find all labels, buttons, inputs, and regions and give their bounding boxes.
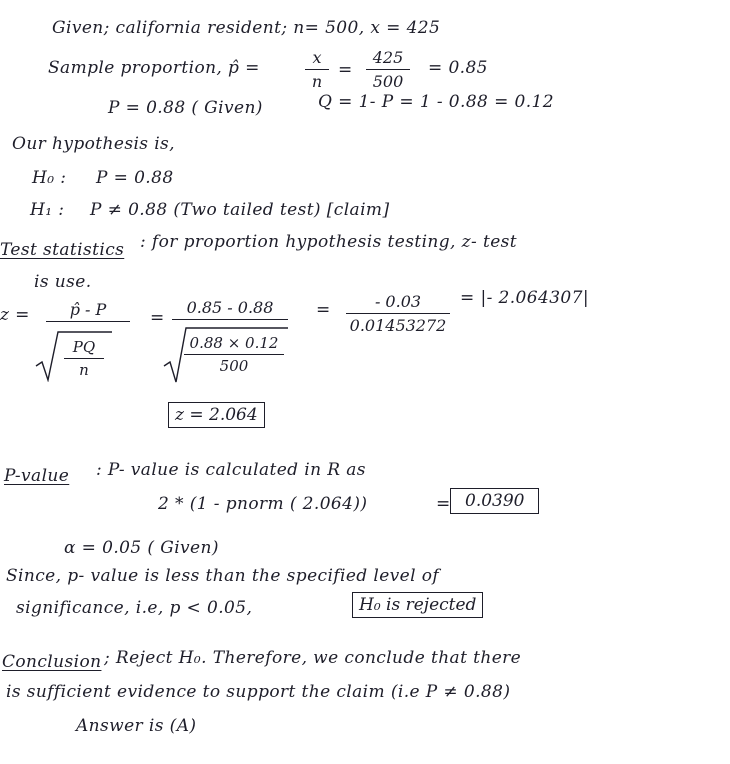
fraction-425-over-500 xyxy=(366,48,410,91)
h1-value: P ≠ 0.88 (Two tailed test) [claim] xyxy=(90,200,390,220)
answer-line: Answer is (A) xyxy=(76,716,197,736)
z-label: z = xyxy=(0,305,30,325)
p-value-formula: 2 * (1 - pnorm ( 2.064)) xyxy=(158,494,368,514)
test-statistics-line2: is use. xyxy=(34,272,92,292)
given-line: Given; california resident; n= 500, x = 425 xyxy=(52,18,441,38)
test-statistics-text: : for proportion hypothesis testing, z- test xyxy=(140,232,518,252)
test-statistics-heading: Test statistics xyxy=(0,240,125,260)
h0-value: P = 0.88 xyxy=(96,168,174,188)
equals-sign: = xyxy=(338,60,353,80)
p-value-boxed-answer: 0.0390 xyxy=(450,488,539,514)
z-value-denominator: 0.88 × 0.12 500 xyxy=(184,334,284,375)
population-proportion: P = 0.88 ( Given) xyxy=(108,98,263,118)
equals-sign: = xyxy=(436,494,451,514)
z-result: = |- 2.064307| xyxy=(460,288,589,308)
hypothesis-intro: Our hypothesis is, xyxy=(12,134,175,154)
conclusion-text: ; Reject H₀. Therefore, we conclude that there xyxy=(104,648,522,668)
alpha-given: α = 0.05 ( Given) xyxy=(64,538,219,558)
p-value-text: : P- value is calculated in R as xyxy=(96,460,366,480)
h0-label: H₀ : xyxy=(32,168,67,188)
h0-rejected-boxed: H₀ is rejected xyxy=(352,592,483,618)
conclusion-heading: Conclusion xyxy=(2,652,102,672)
sample-proportion-label: Sample proportion, p̂ = xyxy=(48,58,260,78)
z-boxed-answer: z = 2.064 xyxy=(168,402,265,428)
z-simplified-fraction: - 0.03 0.01453272 xyxy=(346,292,450,335)
z-formula-denominator: PQ n xyxy=(64,338,104,379)
fraction-numerator: x xyxy=(312,48,322,67)
conclusion-line2: is sufficient evidence to support the claim (i.e P ≠ 0.88) xyxy=(6,682,511,702)
fraction-numerator: 425 xyxy=(372,48,404,67)
z-value-numerator: 0.85 - 0.88 xyxy=(172,298,288,322)
fraction-denominator: 500 xyxy=(372,72,404,91)
equals-sign: = xyxy=(316,300,331,320)
h1-label: H₁ : xyxy=(30,200,65,220)
q-value: Q = 1- P = 1 - 0.88 = 0.12 xyxy=(318,92,554,112)
fraction-denominator: n xyxy=(311,72,323,91)
p-value-heading: P-value xyxy=(4,466,70,486)
z-formula-numerator: p̂ - P xyxy=(46,300,130,324)
significance-line: significance, i.e, p < 0.05, xyxy=(16,598,253,618)
equals-sign: = xyxy=(150,308,165,328)
sample-proportion-result: = 0.85 xyxy=(428,58,488,78)
fraction-x-over-n xyxy=(305,48,329,91)
since-line: Since, p- value is less than the specified level of xyxy=(6,566,440,586)
